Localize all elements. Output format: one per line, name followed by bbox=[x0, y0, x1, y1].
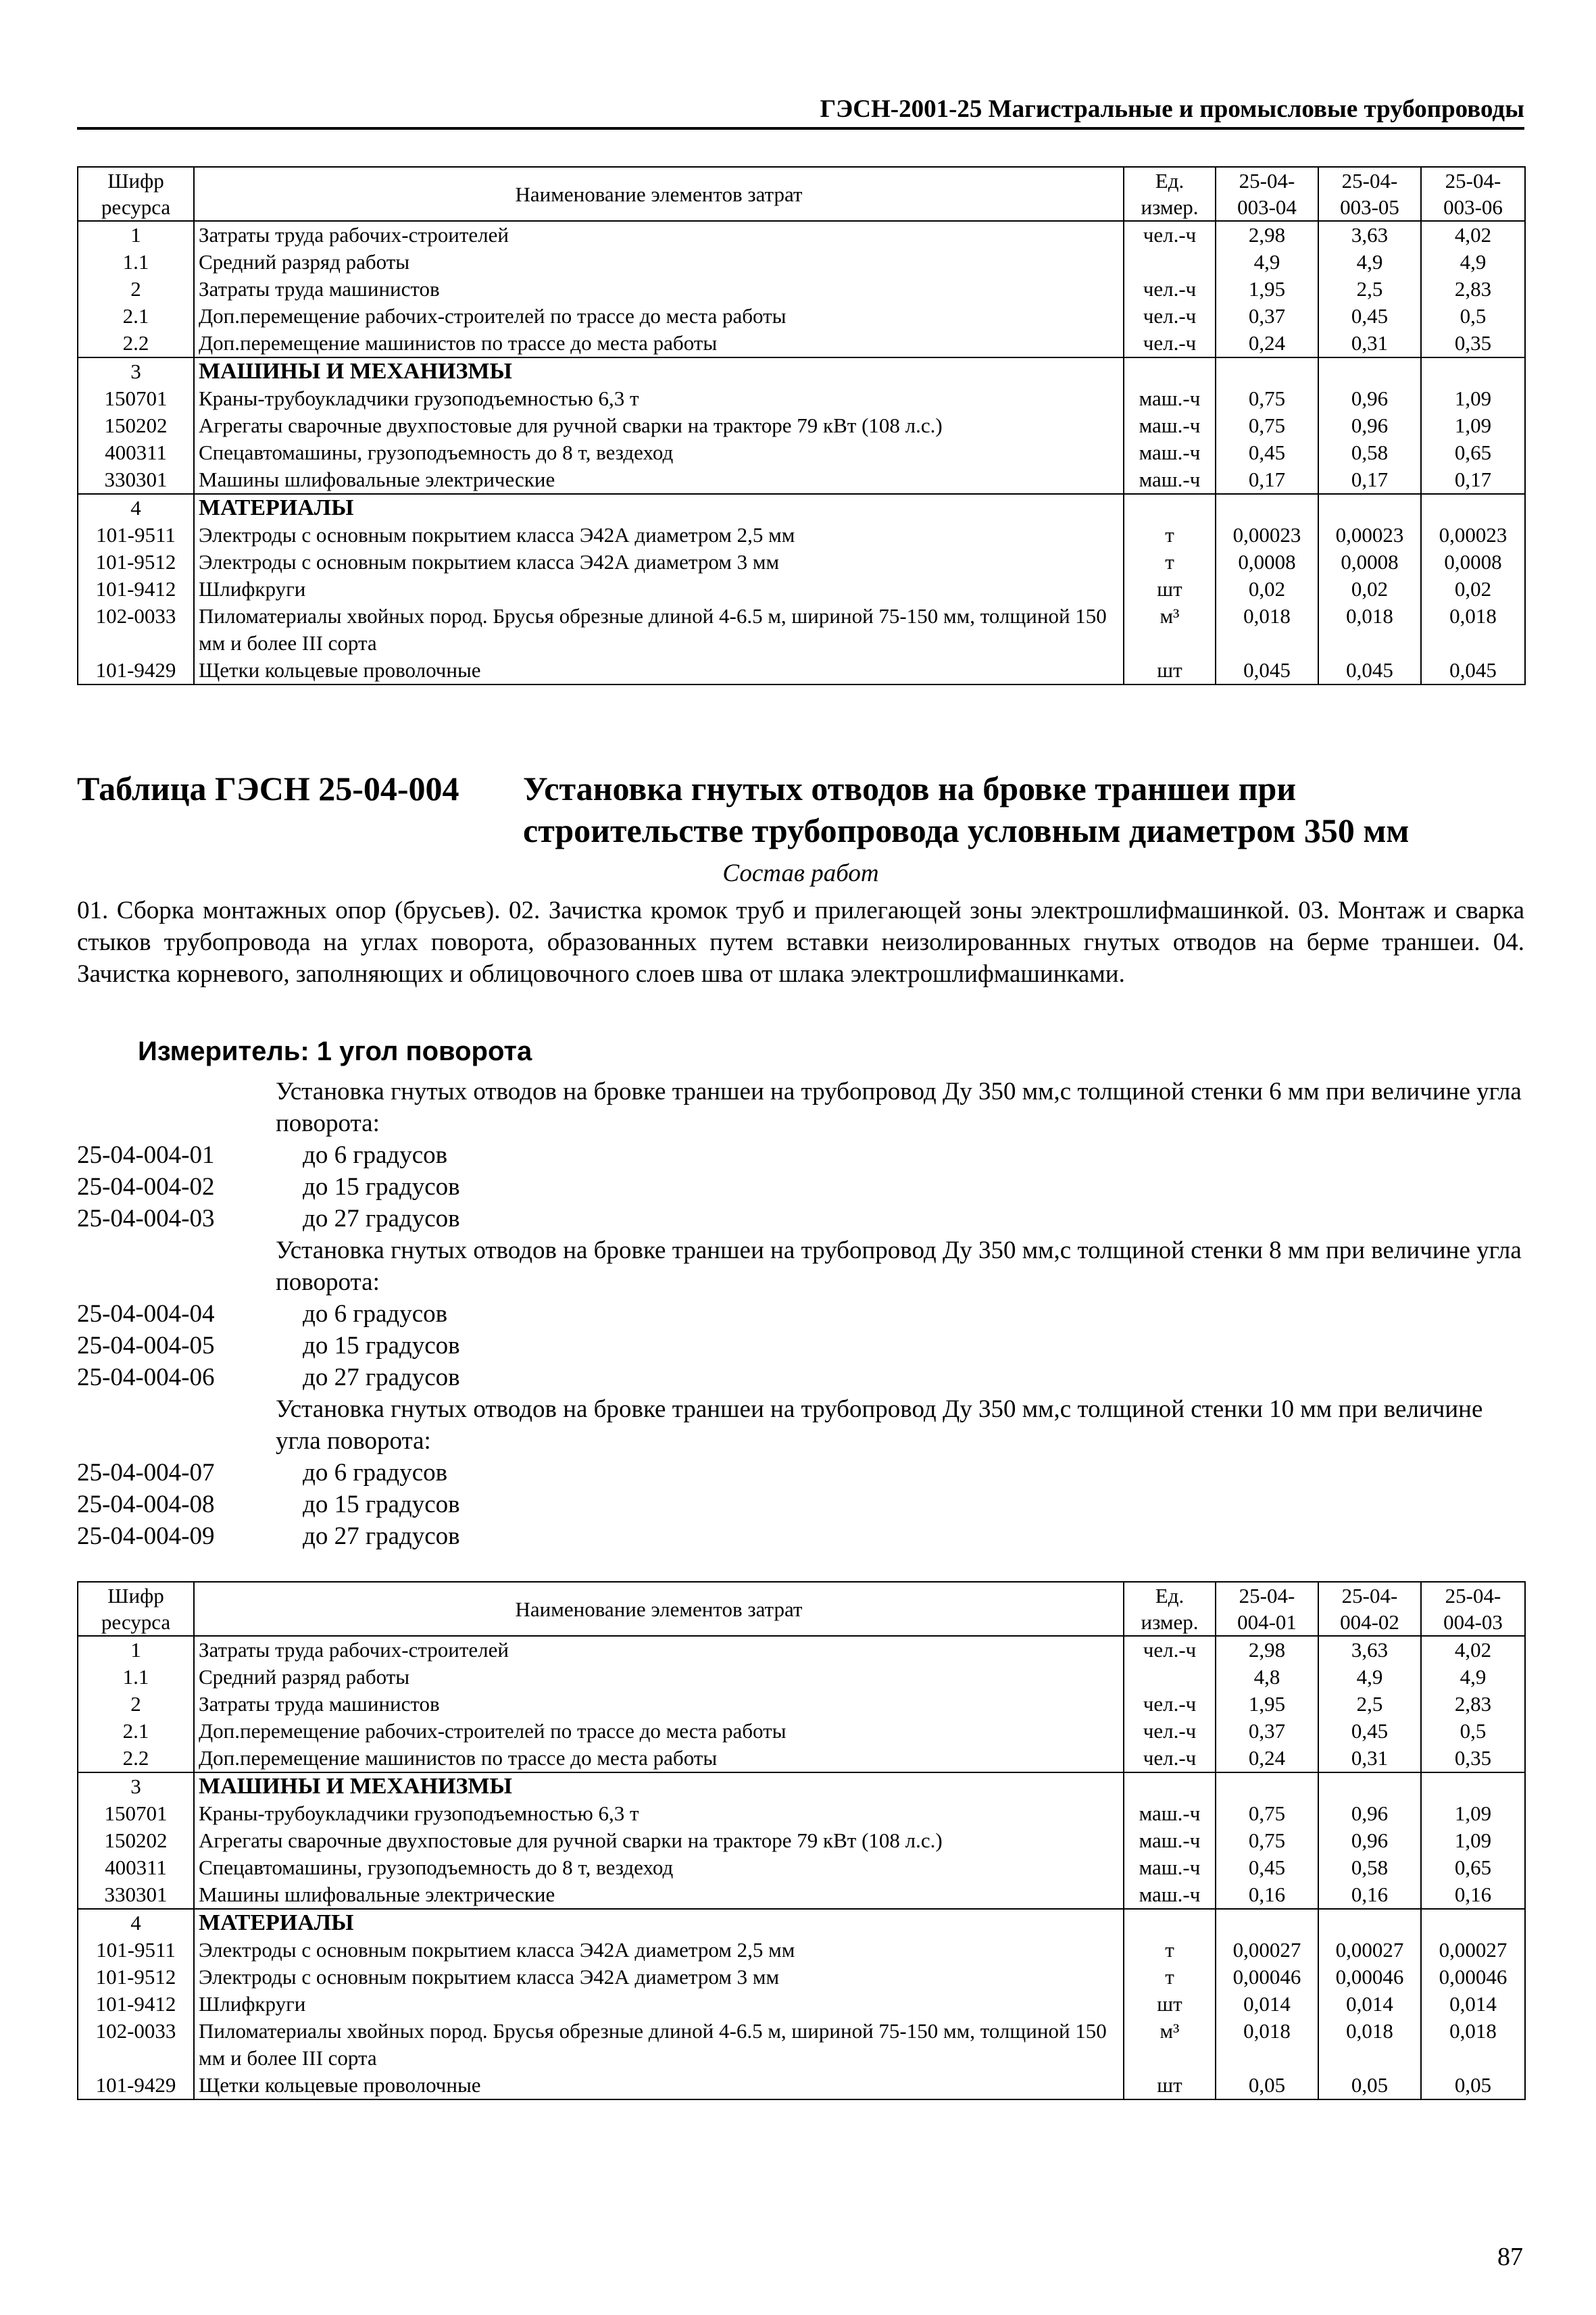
meter-label: Измеритель: 1 угол поворота bbox=[138, 1037, 532, 1066]
norm-group bbox=[77, 1393, 1524, 1552]
norm-value-cell: 0,65 bbox=[1421, 1854, 1525, 1881]
unit-cell: м³ bbox=[1124, 2018, 1216, 2072]
table-row bbox=[78, 576, 1525, 603]
norm-value-cell: 0,018 bbox=[1318, 2018, 1421, 2072]
table-number: Таблица ГЭСН 25-04-004 bbox=[77, 770, 459, 807]
resource-name-cell: Пиломатериалы хвойных пород. Брусья обрезные длиной 4-6.5 м, шириной 75-150 мм, толщиной 150 мм и более III сорта bbox=[194, 2018, 1124, 2072]
norm-code: 25-04-004-06 bbox=[77, 1364, 215, 1391]
norm-value-cell: 0,75 bbox=[1216, 1800, 1318, 1827]
norm-value-cell: 0,00027 bbox=[1421, 1937, 1525, 1964]
unit-cell bbox=[1124, 1664, 1216, 1691]
norm-value-cell: 0,24 bbox=[1216, 1745, 1318, 1772]
norm-label: до 15 градусов bbox=[303, 1491, 460, 1518]
table-row bbox=[78, 1964, 1525, 1991]
resource-code-cell: 101-9412 bbox=[78, 576, 194, 603]
norm-value-cell bbox=[1318, 1772, 1421, 1800]
table-header-row bbox=[78, 167, 1525, 221]
unit-cell: шт bbox=[1124, 2072, 1216, 2099]
norm-value-cell: 0,018 bbox=[1216, 2018, 1318, 2072]
resource-code-cell: 4 bbox=[78, 494, 194, 522]
norm-item bbox=[77, 1489, 1524, 1520]
norm-group-description: Установка гнутых отводов на бровке траншеи на трубопровод Ду 350 мм,с толщиной стенки 8 мм при величине угла поворота: bbox=[276, 1237, 1522, 1296]
column-header-unit: Ед. измер. bbox=[1124, 167, 1216, 221]
resource-code-cell: 3 bbox=[78, 357, 194, 385]
table-row bbox=[78, 494, 1525, 522]
resource-table-003 bbox=[77, 166, 1526, 685]
norm-value-cell bbox=[1318, 1909, 1421, 1937]
norm-value-cell: 0,00023 bbox=[1216, 522, 1318, 549]
resource-code-cell: 400311 bbox=[78, 439, 194, 466]
norm-value-cell: 0,17 bbox=[1216, 466, 1318, 494]
norm-value-cell: 1,09 bbox=[1421, 1800, 1525, 1827]
norm-value-cell: 0,58 bbox=[1318, 1854, 1421, 1881]
norm-label: до 27 градусов bbox=[303, 1522, 460, 1550]
unit-cell: чел.-ч bbox=[1124, 276, 1216, 303]
resource-name-cell: Электроды с основным покрытием класса Э42А диаметром 2,5 мм bbox=[194, 1937, 1124, 1964]
column-header-code: Шифр ресурса bbox=[78, 1582, 194, 1636]
resource-name-cell: МАШИНЫ И МЕХАНИЗМЫ bbox=[194, 1772, 1124, 1800]
norm-value-cell bbox=[1318, 357, 1421, 385]
norm-value-cell bbox=[1421, 1772, 1525, 1800]
table-row bbox=[78, 549, 1525, 576]
norm-value-cell: 0,00046 bbox=[1216, 1964, 1318, 1991]
column-header-norm-3: 25-04- 004-03 bbox=[1421, 1582, 1525, 1636]
norm-value-cell bbox=[1421, 494, 1525, 522]
table-row bbox=[78, 221, 1525, 249]
table-row bbox=[78, 1718, 1525, 1745]
norm-value-cell: 2,83 bbox=[1421, 1691, 1525, 1718]
unit-cell: шт bbox=[1124, 576, 1216, 603]
norm-value-cell: 0,16 bbox=[1318, 1881, 1421, 1909]
resource-name-cell: МАТЕРИАЛЫ bbox=[194, 1909, 1124, 1937]
norm-value-cell: 0,018 bbox=[1421, 603, 1525, 657]
norm-code: 25-04-004-02 bbox=[77, 1173, 215, 1201]
norm-value-cell: 0,045 bbox=[1318, 657, 1421, 684]
norm-value-cell: 0,16 bbox=[1216, 1881, 1318, 1909]
norm-value-cell: 0,45 bbox=[1318, 303, 1421, 330]
works-caption: Состав работ bbox=[722, 860, 879, 887]
norm-item bbox=[77, 1330, 1524, 1362]
resource-code-cell: 101-9511 bbox=[78, 522, 194, 549]
norm-value-cell: 0,02 bbox=[1421, 576, 1525, 603]
resource-name-cell: Электроды с основным покрытием класса Э42А диаметром 2,5 мм bbox=[194, 522, 1124, 549]
table-row bbox=[78, 1691, 1525, 1718]
table-row bbox=[78, 1881, 1525, 1909]
resource-code-cell: 101-9429 bbox=[78, 657, 194, 684]
resource-name-cell: Доп.перемещение рабочих-строителей по трассе до места работы bbox=[194, 1718, 1124, 1745]
works-description: 01. Сборка монтажных опор (брусьев). 02. Зачистка кромок труб и прилегающей зоны электрошлифмашинкой. 03. Монтаж и сварка стыков трубопровода на углах поворота, образованных путем вставки неизолированных гнутых отводов на берме траншеи. 04. Зачистка корневого, заполняющих и облицовочного слоев шва от шлака электрошлифмашинками. bbox=[77, 897, 1524, 988]
norm-code: 25-04-004-07 bbox=[77, 1459, 215, 1487]
table-row bbox=[78, 2018, 1525, 2072]
unit-cell bbox=[1124, 1909, 1216, 1937]
unit-cell: маш.-ч bbox=[1124, 466, 1216, 494]
resource-name-cell: Щетки кольцевые проволочные bbox=[194, 2072, 1124, 2099]
norm-value-cell: 2,83 bbox=[1421, 276, 1525, 303]
resource-name-cell: Агрегаты сварочные двухпостовые для ручной сварки на тракторе 79 кВт (108 л.с.) bbox=[194, 412, 1124, 439]
norm-code: 25-04-004-05 bbox=[77, 1332, 215, 1360]
resource-name-cell: Затраты труда рабочих-строителей bbox=[194, 1636, 1124, 1664]
unit-cell bbox=[1124, 249, 1216, 276]
norm-value-cell: 0,75 bbox=[1216, 385, 1318, 412]
resource-name-cell: МАТЕРИАЛЫ bbox=[194, 494, 1124, 522]
norm-value-cell: 0,17 bbox=[1318, 466, 1421, 494]
column-header-code: Шифр ресурса bbox=[78, 167, 194, 221]
unit-cell bbox=[1124, 1772, 1216, 1800]
norm-value-cell: 4,9 bbox=[1216, 249, 1318, 276]
unit-cell: чел.-ч bbox=[1124, 330, 1216, 357]
norm-value-cell: 0,0008 bbox=[1421, 549, 1525, 576]
resource-code-cell: 330301 bbox=[78, 1881, 194, 1909]
resource-code-cell: 150202 bbox=[78, 1827, 194, 1854]
resource-code-cell: 2 bbox=[78, 276, 194, 303]
unit-cell: чел.-ч bbox=[1124, 1636, 1216, 1664]
norm-value-cell: 4,9 bbox=[1421, 1664, 1525, 1691]
norm-value-cell: 0,018 bbox=[1216, 603, 1318, 657]
norm-value-cell: 0,65 bbox=[1421, 439, 1525, 466]
norm-value-cell: 0,014 bbox=[1421, 1991, 1525, 2018]
table-row bbox=[78, 412, 1525, 439]
norm-value-cell: 0,31 bbox=[1318, 330, 1421, 357]
norm-value-cell bbox=[1421, 357, 1525, 385]
table-row bbox=[78, 1745, 1525, 1772]
norm-value-cell: 0,00023 bbox=[1318, 522, 1421, 549]
resource-code-cell: 400311 bbox=[78, 1854, 194, 1881]
norm-value-cell: 0,5 bbox=[1421, 1718, 1525, 1745]
norm-value-cell bbox=[1216, 1772, 1318, 1800]
running-header: ГЭСН-2001-25 Магистральные и промысловые трубопроводы bbox=[77, 95, 1524, 130]
norm-value-cell: 0,24 bbox=[1216, 330, 1318, 357]
table-row bbox=[78, 657, 1525, 684]
resource-name-cell: Шлифкруги bbox=[194, 576, 1124, 603]
table-row bbox=[78, 466, 1525, 494]
norm-value-cell: 0,58 bbox=[1318, 439, 1421, 466]
norm-value-cell: 4,8 bbox=[1216, 1664, 1318, 1691]
norm-value-cell: 0,16 bbox=[1421, 1881, 1525, 1909]
resource-name-cell: Электроды с основным покрытием класса Э42А диаметром 3 мм bbox=[194, 549, 1124, 576]
unit-cell: маш.-ч bbox=[1124, 1800, 1216, 1827]
norm-value-cell: 0,45 bbox=[1216, 1854, 1318, 1881]
unit-cell: маш.-ч bbox=[1124, 1881, 1216, 1909]
resource-code-cell: 1 bbox=[78, 1636, 194, 1664]
resource-name-cell: Машины шлифовальные электрические bbox=[194, 1881, 1124, 1909]
norm-value-cell: 0,00027 bbox=[1216, 1937, 1318, 1964]
norm-value-cell: 1,95 bbox=[1216, 276, 1318, 303]
norm-value-cell: 0,0008 bbox=[1216, 549, 1318, 576]
norm-value-cell: 2,98 bbox=[1216, 221, 1318, 249]
resource-name-cell: МАШИНЫ И МЕХАНИЗМЫ bbox=[194, 357, 1124, 385]
table-row bbox=[78, 249, 1525, 276]
table-row bbox=[78, 1636, 1525, 1664]
resource-table-004 bbox=[77, 1581, 1526, 2100]
norm-value-cell: 0,17 bbox=[1421, 466, 1525, 494]
norm-code: 25-04-004-08 bbox=[77, 1491, 215, 1518]
norm-value-cell: 0,018 bbox=[1318, 603, 1421, 657]
norm-value-cell: 0,018 bbox=[1421, 2018, 1525, 2072]
norm-value-cell: 0,05 bbox=[1421, 2072, 1525, 2099]
table-name: Установка гнутых отводов на бровке траншеи при строительстве трубопровода условным диаметром 350 мм bbox=[523, 770, 1410, 849]
resource-name-cell: Затраты труда рабочих-строителей bbox=[194, 221, 1124, 249]
norm-value-cell: 3,63 bbox=[1318, 221, 1421, 249]
norm-value-cell: 4,9 bbox=[1318, 249, 1421, 276]
resource-code-cell: 101-9429 bbox=[78, 2072, 194, 2099]
resource-code-cell: 330301 bbox=[78, 466, 194, 494]
norm-value-cell: 0,45 bbox=[1216, 439, 1318, 466]
resource-name-cell: Спецавтомашины, грузоподъемность до 8 т, вездеход bbox=[194, 1854, 1124, 1881]
resource-code-cell: 3 bbox=[78, 1772, 194, 1800]
norm-value-cell: 0,02 bbox=[1216, 576, 1318, 603]
norm-value-cell: 0,37 bbox=[1216, 1718, 1318, 1745]
unit-cell: маш.-ч bbox=[1124, 1854, 1216, 1881]
resource-name-cell: Краны-трубоукладчики грузоподъемностью 6,3 т bbox=[194, 1800, 1124, 1827]
page-number: 87 bbox=[1497, 2243, 1523, 2271]
norm-value-cell: 2,5 bbox=[1318, 276, 1421, 303]
norm-code: 25-04-004-04 bbox=[77, 1300, 215, 1328]
norm-item bbox=[77, 1171, 1524, 1203]
unit-cell: маш.-ч bbox=[1124, 439, 1216, 466]
norm-label: до 27 градусов bbox=[303, 1364, 460, 1391]
norm-label: до 27 градусов bbox=[303, 1205, 460, 1233]
unit-cell: чел.-ч bbox=[1124, 1718, 1216, 1745]
norm-item bbox=[77, 1457, 1524, 1489]
unit-cell: чел.-ч bbox=[1124, 1691, 1216, 1718]
resource-name-cell: Краны-трубоукладчики грузоподъемностью 6,3 т bbox=[194, 385, 1124, 412]
resource-name-cell: Доп.перемещение машинистов по трассе до места работы bbox=[194, 1745, 1124, 1772]
resource-name-cell: Доп.перемещение рабочих-строителей по трассе до места работы bbox=[194, 303, 1124, 330]
norm-value-cell: 0,0008 bbox=[1318, 549, 1421, 576]
resource-code-cell: 2.2 bbox=[78, 1745, 194, 1772]
norm-value-cell: 0,96 bbox=[1318, 385, 1421, 412]
resource-code-cell: 150202 bbox=[78, 412, 194, 439]
norm-value-cell: 0,00046 bbox=[1421, 1964, 1525, 1991]
table-row bbox=[78, 1909, 1525, 1937]
resource-code-cell: 102-0033 bbox=[78, 603, 194, 657]
norm-value-cell: 0,5 bbox=[1421, 303, 1525, 330]
table-row bbox=[78, 2072, 1525, 2099]
unit-cell: шт bbox=[1124, 657, 1216, 684]
column-header-norm-2: 25-04- 003-05 bbox=[1318, 167, 1421, 221]
norms-list bbox=[77, 1076, 1524, 1552]
resource-name-cell: Затраты труда машинистов bbox=[194, 276, 1124, 303]
resource-code-cell: 101-9512 bbox=[78, 549, 194, 576]
table-header-row bbox=[78, 1582, 1525, 1636]
unit-cell: м³ bbox=[1124, 603, 1216, 657]
table-row bbox=[78, 1937, 1525, 1964]
norm-value-cell: 0,31 bbox=[1318, 1745, 1421, 1772]
norm-value-cell: 3,63 bbox=[1318, 1636, 1421, 1664]
norm-label: до 15 градусов bbox=[303, 1173, 460, 1201]
table-row bbox=[78, 1991, 1525, 2018]
norm-label: до 6 градусов bbox=[303, 1300, 448, 1328]
norm-item bbox=[77, 1139, 1524, 1171]
table-row bbox=[78, 439, 1525, 466]
norm-value-cell: 0,00027 bbox=[1318, 1937, 1421, 1964]
norm-group bbox=[77, 1076, 1524, 1235]
column-header-norm-2: 25-04- 004-02 bbox=[1318, 1582, 1421, 1636]
norm-value-cell: 0,45 bbox=[1318, 1718, 1421, 1745]
unit-cell bbox=[1124, 357, 1216, 385]
norm-item bbox=[77, 1203, 1524, 1235]
norm-value-cell: 0,96 bbox=[1318, 412, 1421, 439]
column-header-name: Наименование элементов затрат bbox=[194, 167, 1124, 221]
norm-value-cell: 0,96 bbox=[1318, 1827, 1421, 1854]
table-row bbox=[78, 357, 1525, 385]
table-row bbox=[78, 1772, 1525, 1800]
norm-value-cell: 0,75 bbox=[1216, 412, 1318, 439]
resource-name-cell: Электроды с основным покрытием класса Э42А диаметром 3 мм bbox=[194, 1964, 1124, 1991]
norm-value-cell: 0,35 bbox=[1421, 1745, 1525, 1772]
norm-code: 25-04-004-03 bbox=[77, 1205, 215, 1233]
table-body bbox=[78, 221, 1525, 684]
unit-cell: маш.-ч bbox=[1124, 1827, 1216, 1854]
norm-value-cell: 2,5 bbox=[1318, 1691, 1421, 1718]
resource-code-cell: 1.1 bbox=[78, 249, 194, 276]
table-row bbox=[78, 330, 1525, 357]
resource-code-cell: 150701 bbox=[78, 385, 194, 412]
table-row bbox=[78, 1854, 1525, 1881]
table-row bbox=[78, 1800, 1525, 1827]
norm-value-cell: 4,02 bbox=[1421, 221, 1525, 249]
norm-item bbox=[77, 1520, 1524, 1552]
norm-label: до 6 градусов bbox=[303, 1141, 448, 1169]
unit-cell: чел.-ч bbox=[1124, 303, 1216, 330]
column-header-name: Наименование элементов затрат bbox=[194, 1582, 1124, 1636]
norm-label: до 6 градусов bbox=[303, 1459, 448, 1487]
unit-cell: чел.-ч bbox=[1124, 221, 1216, 249]
resource-name-cell: Агрегаты сварочные двухпостовые для ручной сварки на тракторе 79 кВт (108 л.с.) bbox=[194, 1827, 1124, 1854]
norm-value-cell: 0,045 bbox=[1216, 657, 1318, 684]
unit-cell: т bbox=[1124, 549, 1216, 576]
resource-name-cell: Шлифкруги bbox=[194, 1991, 1124, 2018]
resource-code-cell: 2 bbox=[78, 1691, 194, 1718]
unit-cell: маш.-ч bbox=[1124, 385, 1216, 412]
table-row bbox=[78, 1827, 1525, 1854]
norm-group-description: Установка гнутых отводов на бровке траншеи на трубопровод Ду 350 мм,с толщиной стенки 6 мм при величине угла поворота: bbox=[276, 1078, 1522, 1137]
norm-value-cell: 0,00023 bbox=[1421, 522, 1525, 549]
norm-value-cell bbox=[1216, 357, 1318, 385]
unit-cell: т bbox=[1124, 1964, 1216, 1991]
resource-code-cell: 2.1 bbox=[78, 303, 194, 330]
column-header-unit: Ед. измер. bbox=[1124, 1582, 1216, 1636]
norm-value-cell: 0,014 bbox=[1318, 1991, 1421, 2018]
resource-code-cell: 101-9512 bbox=[78, 1964, 194, 1991]
table-row bbox=[78, 603, 1525, 657]
unit-cell: чел.-ч bbox=[1124, 1745, 1216, 1772]
norm-value-cell: 0,75 bbox=[1216, 1827, 1318, 1854]
resource-code-cell: 4 bbox=[78, 1909, 194, 1937]
norm-value-cell: 0,05 bbox=[1216, 2072, 1318, 2099]
norm-value-cell: 2,98 bbox=[1216, 1636, 1318, 1664]
norm-value-cell: 4,02 bbox=[1421, 1636, 1525, 1664]
norm-code: 25-04-004-09 bbox=[77, 1522, 215, 1550]
unit-cell: т bbox=[1124, 1937, 1216, 1964]
norm-value-cell bbox=[1318, 494, 1421, 522]
table-row bbox=[78, 1664, 1525, 1691]
resource-name-cell: Средний разряд работы bbox=[194, 1664, 1124, 1691]
column-header-norm-1: 25-04- 004-01 bbox=[1216, 1582, 1318, 1636]
unit-cell: шт bbox=[1124, 1991, 1216, 2018]
norm-label: до 15 градусов bbox=[303, 1332, 460, 1360]
norm-value-cell: 0,014 bbox=[1216, 1991, 1318, 2018]
resource-name-cell: Затраты труда машинистов bbox=[194, 1691, 1124, 1718]
unit-cell bbox=[1124, 494, 1216, 522]
norm-value-cell bbox=[1216, 1909, 1318, 1937]
norm-value-cell: 1,09 bbox=[1421, 1827, 1525, 1854]
norm-value-cell: 0,00046 bbox=[1318, 1964, 1421, 1991]
norm-value-cell: 4,9 bbox=[1318, 1664, 1421, 1691]
resource-code-cell: 102-0033 bbox=[78, 2018, 194, 2072]
resource-code-cell: 101-9412 bbox=[78, 1991, 194, 2018]
column-header-norm-3: 25-04- 003-06 bbox=[1421, 167, 1525, 221]
table-row bbox=[78, 522, 1525, 549]
norm-value-cell: 0,37 bbox=[1216, 303, 1318, 330]
norm-code: 25-04-004-01 bbox=[77, 1141, 215, 1169]
norm-group bbox=[77, 1235, 1524, 1393]
norm-item bbox=[77, 1298, 1524, 1330]
norm-value-cell: 1,95 bbox=[1216, 1691, 1318, 1718]
norm-item bbox=[77, 1362, 1524, 1393]
resource-code-cell: 2.1 bbox=[78, 1718, 194, 1745]
resource-name-cell: Спецавтомашины, грузоподъемность до 8 т, вездеход bbox=[194, 439, 1124, 466]
table-body bbox=[78, 1636, 1525, 2099]
resource-code-cell: 150701 bbox=[78, 1800, 194, 1827]
resource-code-cell: 1.1 bbox=[78, 1664, 194, 1691]
resource-name-cell: Доп.перемещение машинистов по трассе до места работы bbox=[194, 330, 1124, 357]
table-row bbox=[78, 276, 1525, 303]
table-row bbox=[78, 385, 1525, 412]
norm-value-cell: 0,02 bbox=[1318, 576, 1421, 603]
norm-group-description: Установка гнутых отводов на бровке траншеи на трубопровод Ду 350 мм,с толщиной стенки 10 мм при величине угла поворота: bbox=[276, 1395, 1483, 1455]
resource-name-cell: Пиломатериалы хвойных пород. Брусья обрезные длиной 4-6.5 м, шириной 75-150 мм, толщиной 150 мм и более III сорта bbox=[194, 603, 1124, 657]
norm-value-cell: 1,09 bbox=[1421, 412, 1525, 439]
norm-value-cell bbox=[1216, 494, 1318, 522]
unit-cell: т bbox=[1124, 522, 1216, 549]
norm-value-cell: 0,05 bbox=[1318, 2072, 1421, 2099]
resource-code-cell: 1 bbox=[78, 221, 194, 249]
resource-name-cell: Машины шлифовальные электрические bbox=[194, 466, 1124, 494]
norm-value-cell: 0,96 bbox=[1318, 1800, 1421, 1827]
resource-name-cell: Щетки кольцевые проволочные bbox=[194, 657, 1124, 684]
resource-name-cell: Средний разряд работы bbox=[194, 249, 1124, 276]
column-header-norm-1: 25-04- 003-04 bbox=[1216, 167, 1318, 221]
unit-cell: маш.-ч bbox=[1124, 412, 1216, 439]
table-row bbox=[78, 303, 1525, 330]
resource-code-cell: 101-9511 bbox=[78, 1937, 194, 1964]
norm-value-cell: 0,35 bbox=[1421, 330, 1525, 357]
norm-value-cell bbox=[1421, 1909, 1525, 1937]
resource-code-cell: 2.2 bbox=[78, 330, 194, 357]
norm-value-cell: 1,09 bbox=[1421, 385, 1525, 412]
norm-value-cell: 0,045 bbox=[1421, 657, 1525, 684]
norm-value-cell: 4,9 bbox=[1421, 249, 1525, 276]
